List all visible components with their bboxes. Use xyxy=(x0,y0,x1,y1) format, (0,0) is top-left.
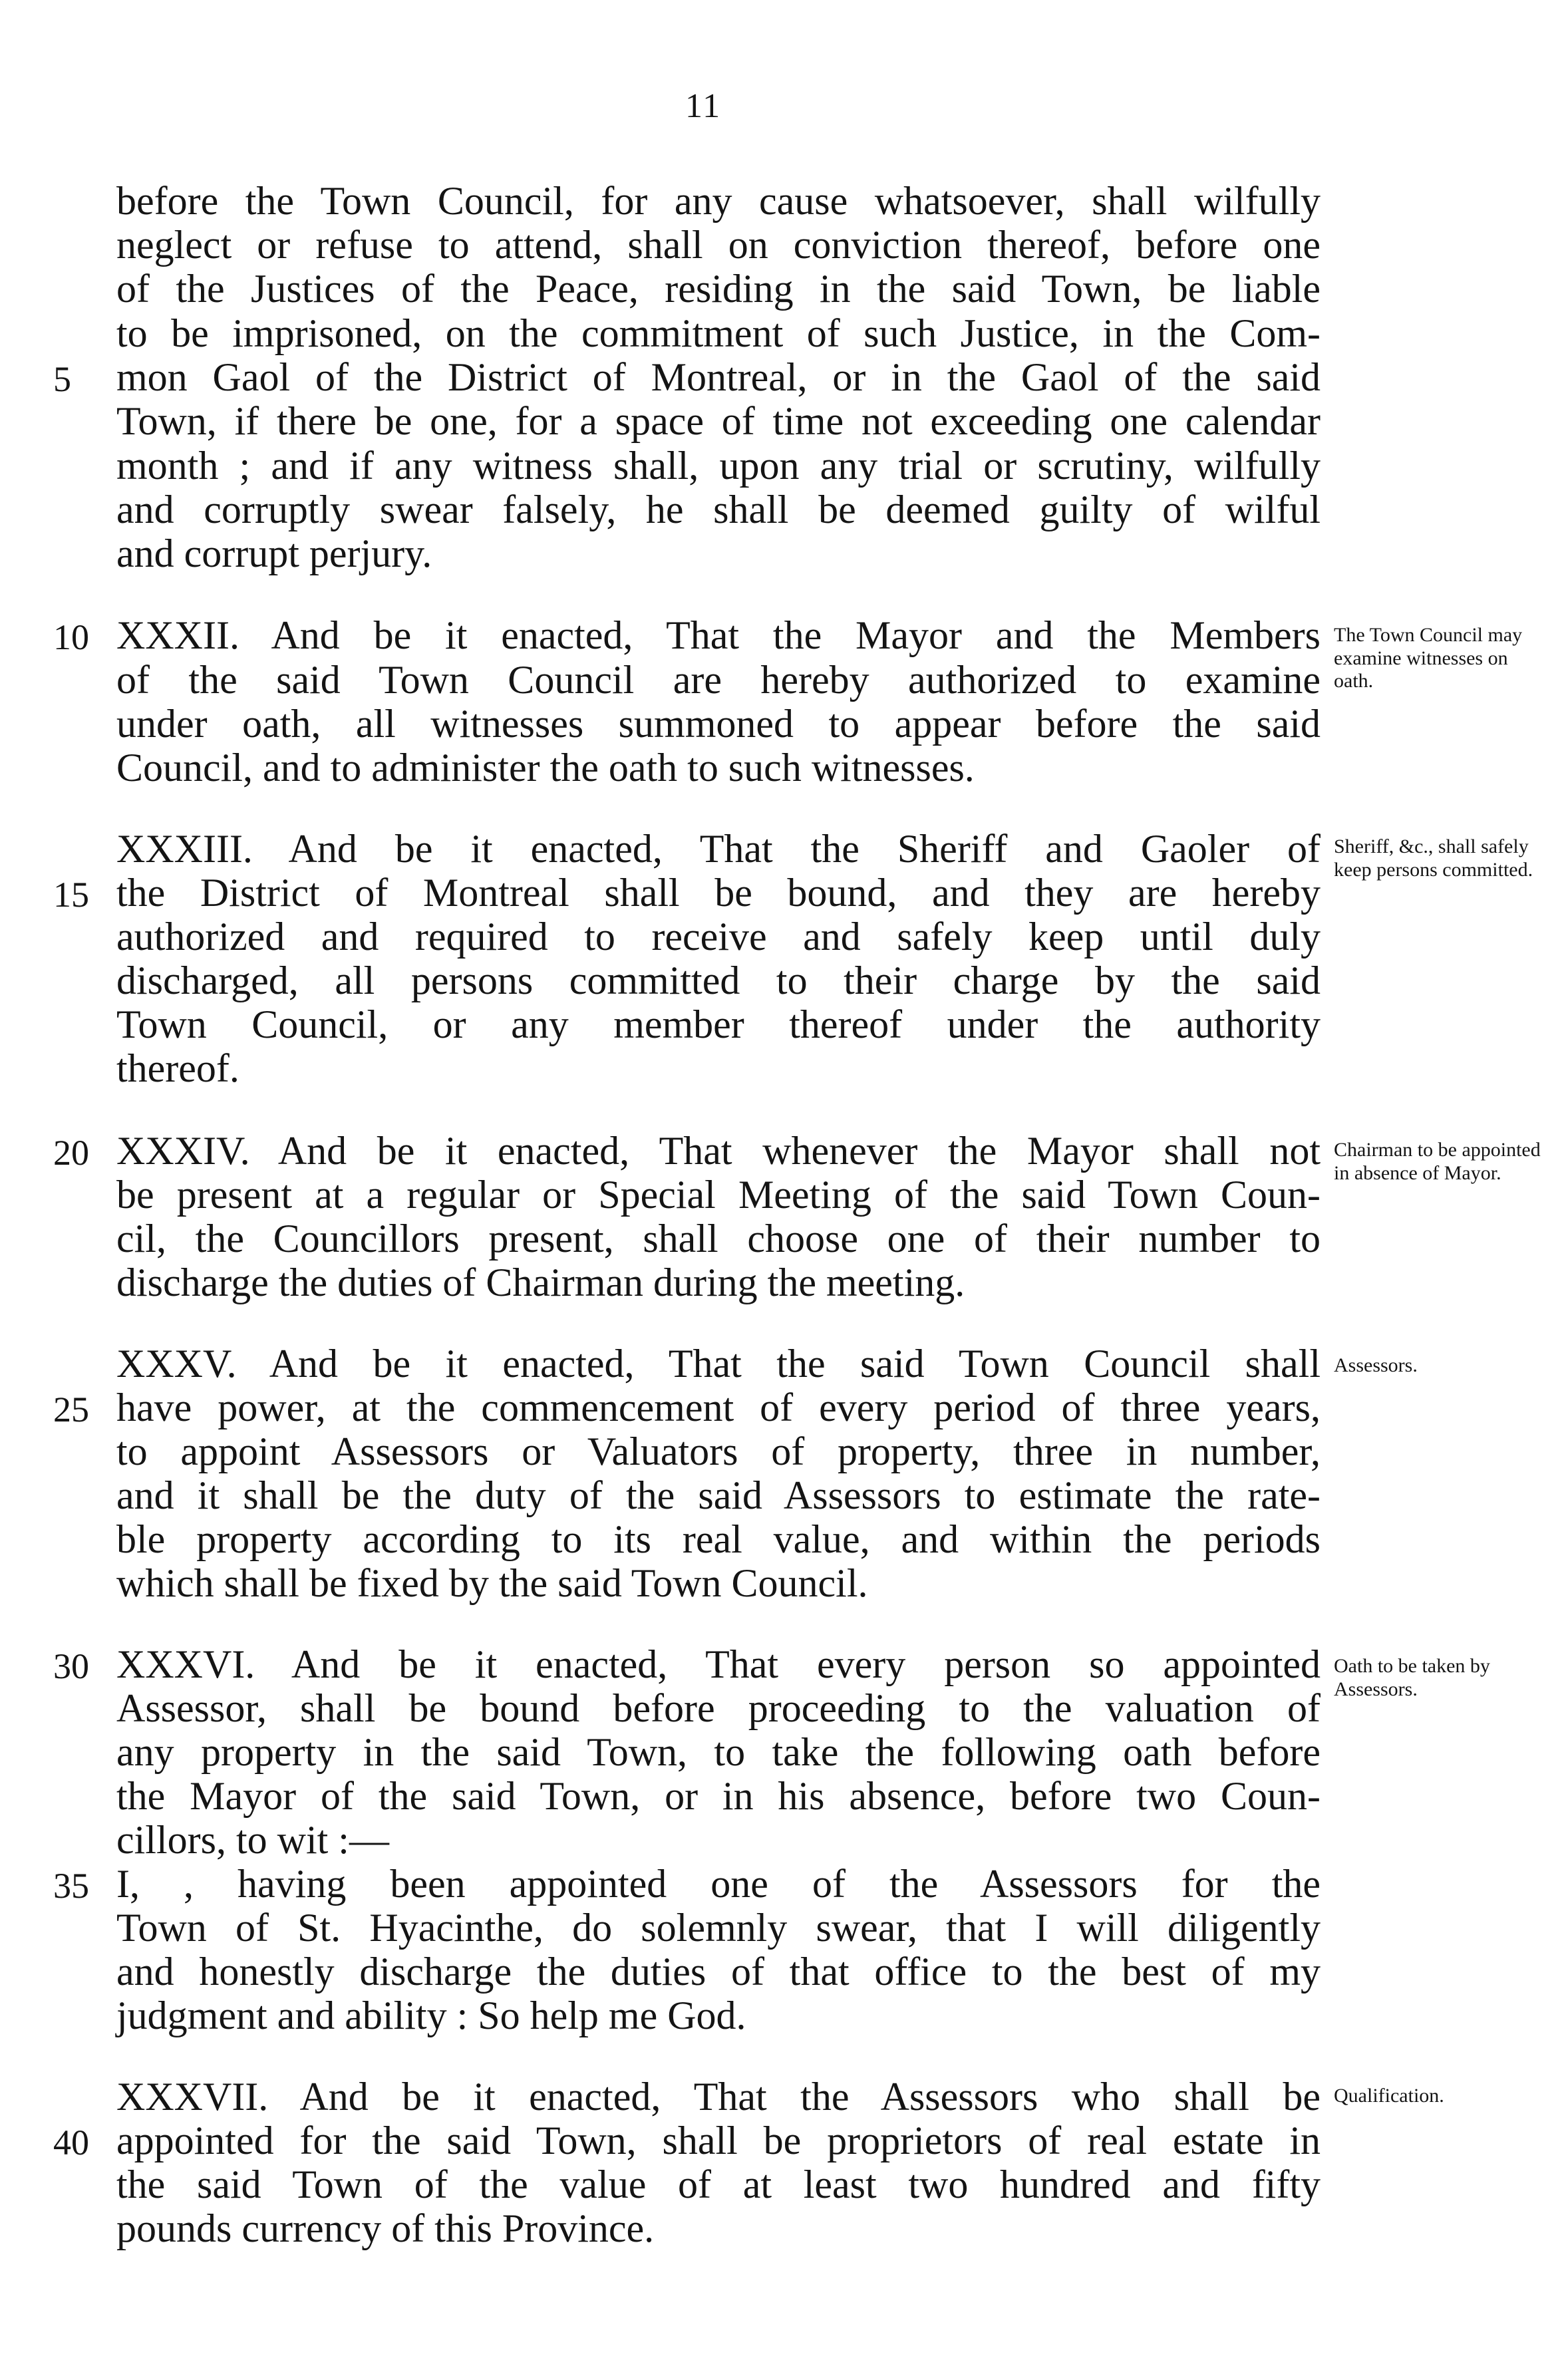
text-line: neglect or refuse to attend, shall on conviction thereof, before one xyxy=(116,223,1321,267)
text-line: pounds currency of this Province. xyxy=(116,2206,655,2250)
margin-note: Qualification. xyxy=(1334,2085,1444,2107)
line-number: 10 xyxy=(53,617,89,657)
text-line: mon Gaol of the District of Montreal, or in the Gaol of the said xyxy=(116,355,1321,399)
text-line: before the Town Council, for any cause whatsoever, shall wilfully xyxy=(116,179,1321,223)
text-line: of the Justices of the Peace, residing in the said Town, be liable xyxy=(116,267,1321,311)
text-line: XXXV. And be it enacted, That the said Town Council shall xyxy=(116,1342,1321,1386)
line-number: 5 xyxy=(53,359,71,399)
text-line: which shall be fixed by the said Town Council. xyxy=(116,1561,868,1605)
text-line: be present at a regular or Special Meeting of the said Town Coun- xyxy=(116,1173,1321,1217)
margin-note: Chairman to be appointed in absence of Mayor. xyxy=(1334,1139,1541,1184)
text-line: discharge the duties of Chairman during the meeting. xyxy=(116,1261,965,1304)
text-line: I, , having been appointed one of the Assessors for the xyxy=(116,1862,1321,1906)
text-line: month ; and if any witness shall, upon any trial or scrutiny, wilfully xyxy=(116,444,1321,488)
text-line: the District of Montreal shall be bound, and they are hereby xyxy=(116,871,1321,915)
line-number: 35 xyxy=(53,1866,89,1906)
text-line: authorized and required to receive and safely keep until duly xyxy=(116,915,1321,959)
text-line: ble property according to its real value, and within the periods xyxy=(116,1517,1321,1561)
text-line: the Mayor of the said Town, or in his absence, before two Coun- xyxy=(116,1774,1321,1818)
margin-note: Sheriff, &c., shall safely keep persons committed. xyxy=(1334,835,1533,881)
text-line: of the said Town Council are hereby authorized to examine xyxy=(116,658,1321,702)
text-line: thereof. xyxy=(116,1046,239,1090)
text-line: any property in the said Town, to take the following oath before xyxy=(116,1730,1321,1774)
text-line: XXXVII. And be it enacted, That the Assessors who shall be xyxy=(116,2075,1321,2119)
text-line: and corrupt perjury. xyxy=(116,531,432,575)
text-line: the said Town of the value of at least two hundred and fifty xyxy=(116,2162,1321,2206)
text-line: Town, if there be one, for a space of time not exceeding one calendar xyxy=(116,399,1321,443)
text-line: XXXVI. And be it enacted, That every person so appointed xyxy=(116,1642,1321,1686)
text-line: cil, the Councillors present, shall choose one of their number to xyxy=(116,1217,1321,1261)
text-line: and corruptly swear falsely, he shall be deemed guilty of wilful xyxy=(116,488,1321,531)
text-line: have power, at the commencement of every period of three years, xyxy=(116,1386,1321,1429)
text-line: XXXIV. And be it enacted, That whenever the Mayor shall not xyxy=(116,1129,1321,1173)
text-line: and it shall be the duty of the said Assessors to estimate the rate- xyxy=(116,1473,1321,1517)
line-number: 40 xyxy=(53,2123,89,2162)
text-line: cillors, to wit :— xyxy=(116,1818,389,1862)
margin-note: Assessors. xyxy=(1334,1354,1418,1376)
margin-note: Oath to be taken by Assessors. xyxy=(1334,1655,1490,1700)
line-number: 20 xyxy=(53,1133,89,1173)
line-number: 25 xyxy=(53,1390,89,1429)
text-line: Assessor, shall be bound before proceeding to the valuation of xyxy=(116,1686,1321,1730)
text-line: appointed for the said Town, shall be proprietors of real estate in xyxy=(116,2119,1321,2162)
page-number: 11 xyxy=(685,87,722,125)
text-line: and honestly discharge the duties of that office to the best of my xyxy=(116,1950,1321,1994)
margin-note: The Town Council may examine witnesses on oath. xyxy=(1334,624,1523,692)
text-line: Council, and to administer the oath to such witnesses. xyxy=(116,746,975,790)
text-line: under oath, all witnesses summoned to appear before the said xyxy=(116,702,1321,746)
text-line: XXXIII. And be it enacted, That the Sheriff and Gaoler of xyxy=(116,827,1321,871)
text-line: Town of St. Hyacinthe, do solemnly swear, that I will diligently xyxy=(116,1906,1321,1950)
text-line: to appoint Assessors or Valuators of property, three in number, xyxy=(116,1429,1321,1473)
text-line: to be imprisoned, on the commitment of such Justice, in the Com- xyxy=(116,311,1321,355)
text-line: discharged, all persons committed to their charge by the said xyxy=(116,959,1321,1002)
line-number: 30 xyxy=(53,1646,89,1686)
text-line: XXXII. And be it enacted, That the Mayor and the Members xyxy=(116,613,1321,657)
text-line: judgment and ability : So help me God. xyxy=(116,1994,746,2037)
text-line: Town Council, or any member thereof under the authority xyxy=(116,1002,1321,1046)
line-number: 15 xyxy=(53,875,89,915)
